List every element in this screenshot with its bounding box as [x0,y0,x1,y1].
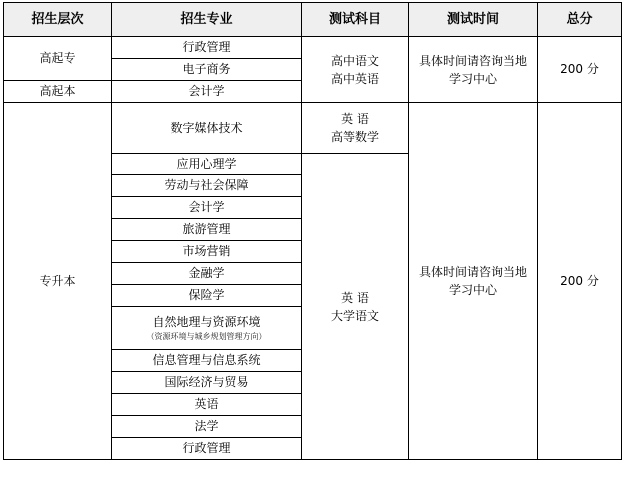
time-cell-gaoqi [409,37,538,103]
admissions-table [3,2,622,460]
table-row [4,37,622,59]
major-cell: 行政管理 [112,37,302,59]
subject-text: 高等数学 [330,130,379,144]
subjects-cell-zsb-a [302,103,409,154]
major-cell: 行政管理 [112,438,302,460]
subject-text: 英 语 [341,112,369,126]
header-subjects: 测试科目 [302,3,409,37]
time-text: 具体时间请咨询当地 [418,265,527,279]
time-text: 具体时间请咨询当地 [418,53,527,68]
subjects-cell-gaoqi [302,37,409,103]
subject-text: 英 语 [341,290,369,305]
major-cell [112,307,302,350]
subject-text: 高中英语 [330,71,379,86]
score-cell-gaoqi: 200 分 [538,37,622,103]
subjects-cell-zsb-b [302,154,409,460]
header-time: 测试时间 [409,3,538,37]
major-cell: 保险学 [112,285,302,307]
major-note: （资源环境与城乡规划管理方向） [146,331,267,341]
time-text: 学习中心 [448,283,497,297]
major-cell: 英语 [112,394,302,416]
major-cell: 国际经济与贸易 [112,372,302,394]
major-cell: 信息管理与信息系统 [112,350,302,372]
subject-text: 大学语文 [330,308,379,323]
header-level: 招生层次 [4,3,112,37]
header-major: 招生专业 [112,3,302,37]
header-score: 总分 [538,3,622,37]
level-cell-gaoqizhuan: 高起专 [4,37,112,81]
major-text: 自然地理与资源环境 [152,314,261,329]
level-cell-gaoqiben: 高起本 [4,81,112,103]
score-cell-zsb: 200 分 [538,103,622,460]
major-cell: 电子商务 [112,59,302,81]
major-cell: 金融学 [112,263,302,285]
major-cell: 旅游管理 [112,219,302,241]
major-cell: 劳动与社会保障 [112,175,302,197]
major-cell: 会计学 [112,81,302,103]
table-row [4,103,622,154]
major-cell: 市场营销 [112,241,302,263]
time-text: 学习中心 [448,71,497,86]
major-cell: 会计学 [112,197,302,219]
header-row [4,3,622,37]
level-cell-zhuanshengben: 专升本 [4,103,112,460]
major-cell: 法学 [112,416,302,438]
subject-text: 高中语文 [330,53,379,68]
time-cell-zsb [409,103,538,460]
major-cell: 应用心理学 [112,154,302,175]
major-cell: 数字媒体技术 [112,103,302,154]
